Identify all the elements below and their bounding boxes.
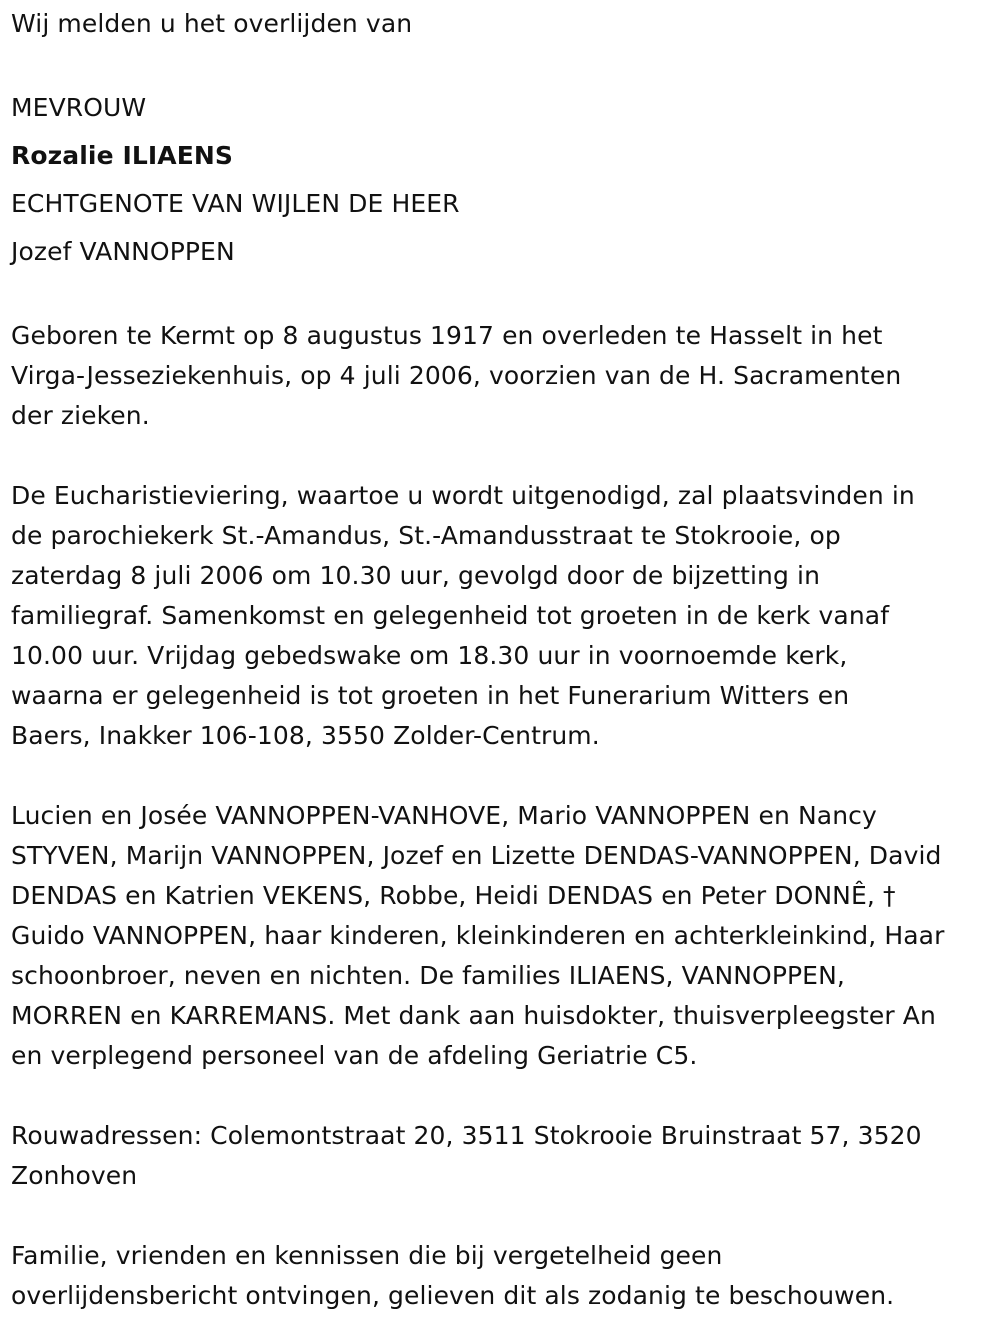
birth-death-paragraph: Geboren te Kermt op 8 augustus 1917 en overleden te Hasselt in het Virga-Jesseziekenhuis, op 4 juli 2006, voorzien van de H. Sacramenten der zieken. <box>11 321 902 430</box>
spacer <box>11 276 996 316</box>
ceremony-paragraph: De Eucharistieviering, waartoe u wordt uitgenodigd, zal plaatsvinden in de parochiekerk St.-Amandus, St.-Amandusstraat te Stokrooie, op zaterdag 8 juli 2006 om 10.30 uur, gevolgd door de bijzetting in familiegraf. Samenkomst en gelegenheid tot groeten in de kerk vanaf 10.00 uur. Vrijdag gebedswake om 18.30 uur in voornoemde kerk, waarna er gelegenheid is tot groeten in het Funerarium Witters en Baers, Inakker 106-108, 3550 Zolder-Centrum. <box>11 481 915 750</box>
spacer <box>11 1076 996 1116</box>
spacer <box>11 44 996 84</box>
spacer <box>11 1196 996 1236</box>
spacer <box>11 436 996 476</box>
closing-paragraph: Familie, vrienden en kennissen die bij vergetelheid geen overlijdensbericht ontvingen, gelieven dit als zodanig te beschouwen. <box>11 1241 895 1310</box>
intro-text: Wij melden u het overlijden van <box>11 9 413 38</box>
obituary-notice <box>11 4 996 1316</box>
honorific: MEVROUW <box>11 93 147 122</box>
spacer <box>11 756 996 796</box>
spouse-name: Jozef VANNOPPEN <box>11 237 235 266</box>
relation-text: ECHTGENOTE VAN WIJLEN DE HEER <box>11 189 460 218</box>
family-paragraph: Lucien en Josée VANNOPPEN-VANHOVE, Mario VANNOPPEN en Nancy STYVEN, Marijn VANNOPPEN, Jozef en Lizette DENDAS-VANNOPPEN, David DENDAS en Katrien VEKENS, Robbe, Heidi DENDAS en Peter DONNÊ, † Guido VANNOPPEN, haar kinderen, kleinkinderen en achterkleinkind, Haar schoonbroer, neven en nichten. De families ILIAENS, VANNOPPEN, MORREN en KARREMANS. Met dank aan huisdokter, thuisverpleegster An en verplegend personeel van de afdeling Geriatrie C5. <box>11 801 945 1070</box>
deceased-name: Rozalie ILIAENS <box>11 141 234 170</box>
addresses-paragraph: Rouwadressen: Colemontstraat 20, 3511 Stokrooie Bruinstraat 57, 3520 Zonhoven <box>11 1121 922 1190</box>
